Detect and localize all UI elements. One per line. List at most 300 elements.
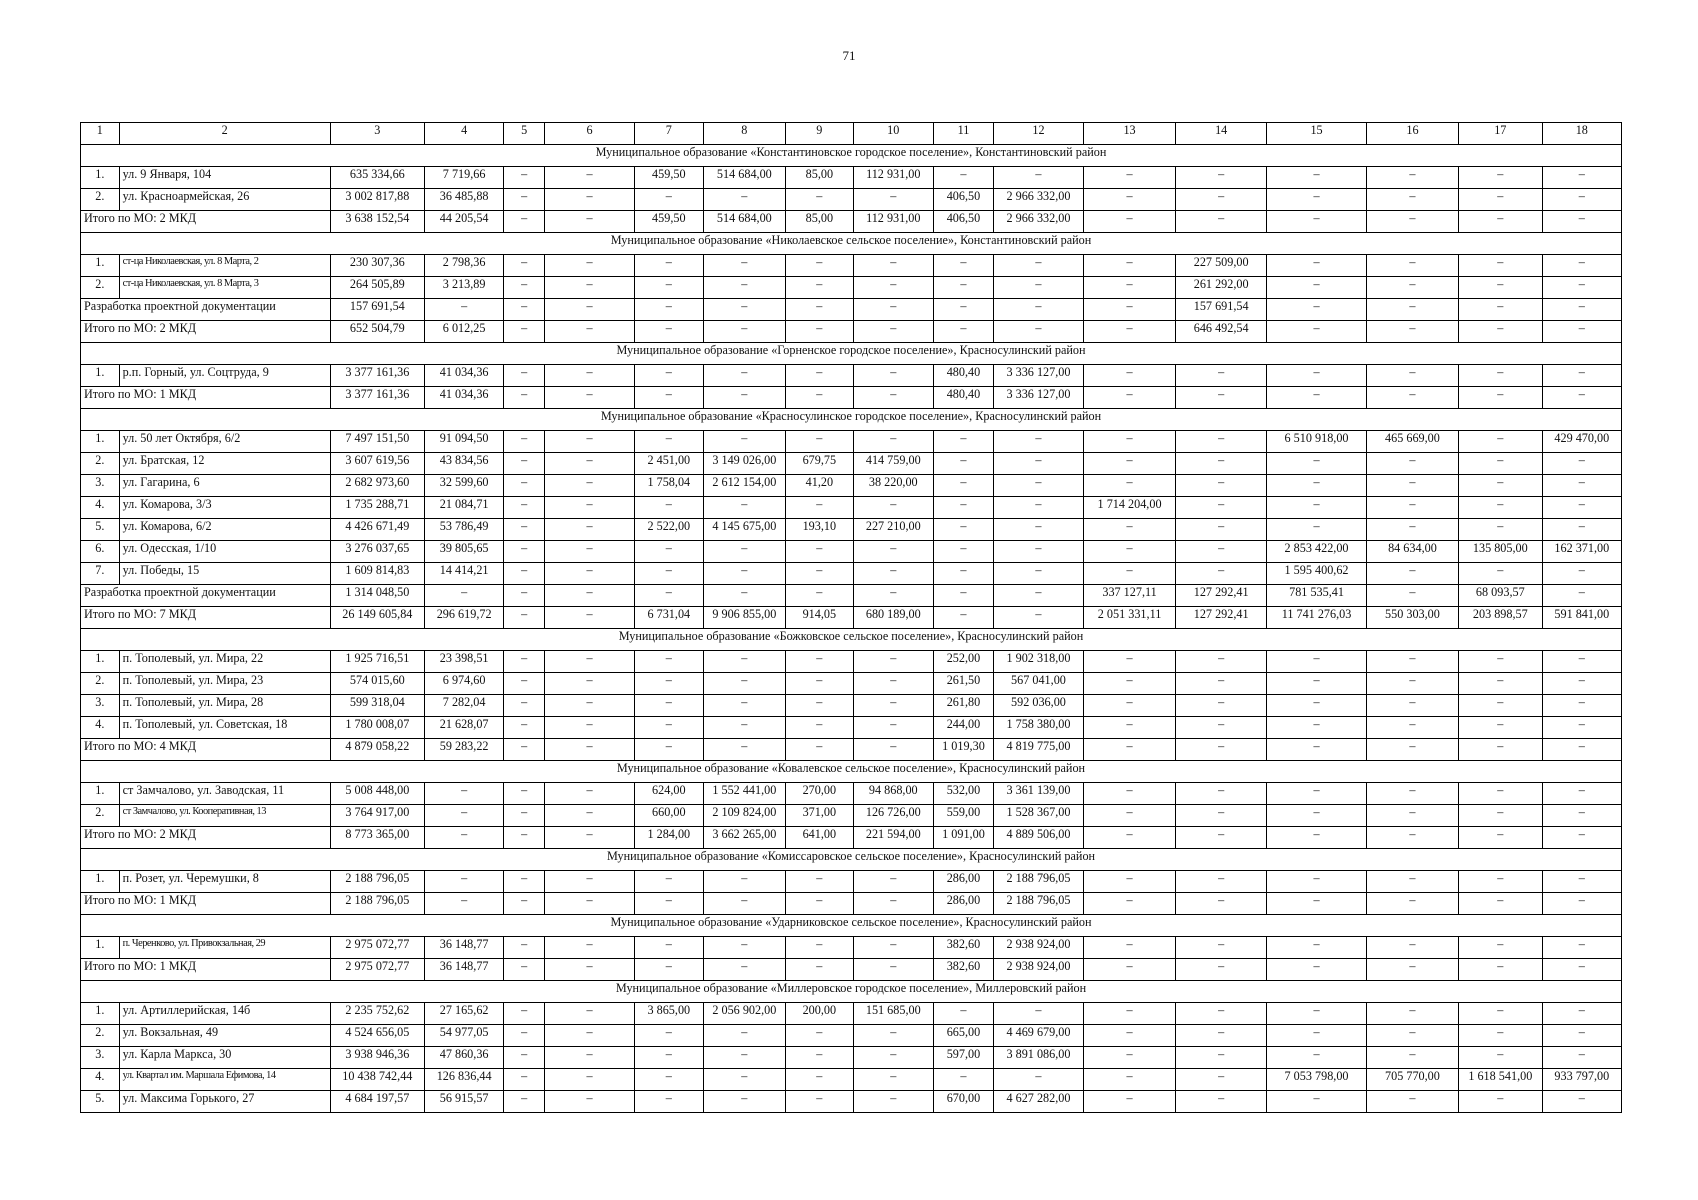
value-cell-col-15: –	[1267, 871, 1367, 893]
value-cell-col-7: –	[635, 651, 704, 673]
municipality-title: Муниципальное образование «Красносулинское городское поселение», Красносулинский район	[81, 409, 1622, 431]
value-cell-col-9: –	[786, 1025, 854, 1047]
value-cell-col-11: 252,00	[933, 651, 993, 673]
value-cell-col-12: –	[993, 475, 1083, 497]
value-cell-col-12: –	[993, 1069, 1083, 1091]
value-cell-col-18: –	[1542, 717, 1621, 739]
value-cell-col-9: –	[786, 1047, 854, 1069]
value-cell-col-12: 2 188 796,05	[993, 871, 1083, 893]
value-cell-col-3: 8 773 365,00	[330, 827, 424, 849]
value-cell-col-8: –	[703, 1025, 786, 1047]
value-cell-col-6: –	[545, 959, 635, 981]
row-index: 1.	[81, 1003, 120, 1025]
value-cell-col-12: –	[993, 607, 1083, 629]
value-cell-col-18: –	[1542, 321, 1621, 343]
value-cell-col-13: –	[1083, 541, 1175, 563]
value-cell-col-17: –	[1459, 717, 1543, 739]
value-cell-col-8: –	[703, 189, 786, 211]
value-cell-col-7: –	[635, 277, 704, 299]
value-cell-col-5: –	[504, 805, 545, 827]
value-cell-col-6: –	[545, 607, 635, 629]
value-cell-col-10: –	[853, 541, 933, 563]
value-cell-col-15: 11 741 276,03	[1267, 607, 1367, 629]
value-cell-col-18: –	[1542, 783, 1621, 805]
column-number-cell: 1	[81, 123, 120, 145]
value-cell-col-12: –	[993, 585, 1083, 607]
value-cell-col-4: –	[424, 893, 503, 915]
value-cell-col-3: 4 684 197,57	[330, 1091, 424, 1113]
value-cell-col-6: –	[545, 211, 635, 233]
value-cell-col-16: –	[1366, 695, 1458, 717]
address-cell: ул. Комарова, 6/2	[119, 519, 330, 541]
value-cell-col-16: –	[1366, 673, 1458, 695]
value-cell-col-10: –	[853, 937, 933, 959]
value-cell-col-7: –	[635, 497, 704, 519]
summary-row	[81, 211, 1622, 233]
value-cell-col-6: –	[545, 365, 635, 387]
value-cell-col-11: 1 091,00	[933, 827, 993, 849]
address-cell: ул. Артиллерийская, 14б	[119, 1003, 330, 1025]
value-cell-col-11: 1 019,30	[933, 739, 993, 761]
summary-label: Итого по МО: 1 МКД	[81, 387, 331, 409]
value-cell-col-17: –	[1459, 453, 1543, 475]
value-cell-col-12: –	[993, 431, 1083, 453]
value-cell-col-15: –	[1267, 255, 1367, 277]
value-cell-col-14: –	[1176, 475, 1267, 497]
value-cell-col-16: –	[1366, 937, 1458, 959]
value-cell-col-15: –	[1267, 453, 1367, 475]
value-cell-col-9: –	[786, 959, 854, 981]
value-cell-col-5: –	[504, 475, 545, 497]
value-cell-col-6: –	[545, 651, 635, 673]
value-cell-col-12: 2 188 796,05	[993, 893, 1083, 915]
value-cell-col-18: –	[1542, 937, 1621, 959]
value-cell-col-13: –	[1083, 871, 1175, 893]
value-cell-col-4: 23 398,51	[424, 651, 503, 673]
value-cell-col-13: –	[1083, 167, 1175, 189]
building-row	[81, 453, 1622, 475]
value-cell-col-13: –	[1083, 211, 1175, 233]
value-cell-col-14: –	[1176, 541, 1267, 563]
value-cell-col-17: –	[1459, 497, 1543, 519]
value-cell-col-11: 261,80	[933, 695, 993, 717]
value-cell-col-7: –	[635, 387, 704, 409]
value-cell-col-8: –	[703, 1091, 786, 1113]
value-cell-col-12: 4 469 679,00	[993, 1025, 1083, 1047]
value-cell-col-13: –	[1083, 255, 1175, 277]
value-cell-col-18: –	[1542, 453, 1621, 475]
value-cell-col-11: 382,60	[933, 959, 993, 981]
value-cell-col-16: –	[1366, 189, 1458, 211]
value-cell-col-15: –	[1267, 827, 1367, 849]
value-cell-col-6: –	[545, 1047, 635, 1069]
value-cell-col-17: –	[1459, 277, 1543, 299]
value-cell-col-13: –	[1083, 431, 1175, 453]
value-cell-col-6: –	[545, 541, 635, 563]
value-cell-col-10: –	[853, 1069, 933, 1091]
value-cell-col-17: –	[1459, 673, 1543, 695]
value-cell-col-7: 459,50	[635, 211, 704, 233]
value-cell-col-9: –	[786, 365, 854, 387]
value-cell-col-9: 85,00	[786, 167, 854, 189]
value-cell-col-7: –	[635, 299, 704, 321]
value-cell-col-9: –	[786, 563, 854, 585]
building-row	[81, 805, 1622, 827]
value-cell-col-15: –	[1267, 277, 1367, 299]
building-row	[81, 519, 1622, 541]
value-cell-col-3: 4 879 058,22	[330, 739, 424, 761]
value-cell-col-8: –	[703, 541, 786, 563]
value-cell-col-14: –	[1176, 563, 1267, 585]
municipality-title: Муниципальное образование «Ударниковское сельское поселение», Красносулинский район	[81, 915, 1622, 937]
row-index: 1.	[81, 431, 120, 453]
value-cell-col-9: –	[786, 739, 854, 761]
value-cell-col-4: 6 974,60	[424, 673, 503, 695]
value-cell-col-8: –	[703, 365, 786, 387]
value-cell-col-3: 157 691,54	[330, 299, 424, 321]
municipality-section-row	[81, 233, 1622, 255]
value-cell-col-3: 3 377 161,36	[330, 387, 424, 409]
value-cell-col-8: –	[703, 1047, 786, 1069]
value-cell-col-18: 429 470,00	[1542, 431, 1621, 453]
value-cell-col-13: 1 714 204,00	[1083, 497, 1175, 519]
row-index: 1.	[81, 937, 120, 959]
value-cell-col-5: –	[504, 541, 545, 563]
building-row	[81, 783, 1622, 805]
value-cell-col-10: –	[853, 1047, 933, 1069]
register-table	[80, 122, 1622, 1113]
value-cell-col-4: –	[424, 299, 503, 321]
address-cell: ул. 9 Января, 104	[119, 167, 330, 189]
value-cell-col-14: –	[1176, 739, 1267, 761]
value-cell-col-16: 465 669,00	[1366, 431, 1458, 453]
value-cell-col-9: –	[786, 871, 854, 893]
value-cell-col-13: –	[1083, 277, 1175, 299]
value-cell-col-17: –	[1459, 871, 1543, 893]
value-cell-col-8: –	[703, 673, 786, 695]
value-cell-col-11: –	[933, 453, 993, 475]
value-cell-col-15: –	[1267, 651, 1367, 673]
value-cell-col-13: 2 051 331,11	[1083, 607, 1175, 629]
value-cell-col-12: 567 041,00	[993, 673, 1083, 695]
value-cell-col-9: –	[786, 651, 854, 673]
value-cell-col-9: 193,10	[786, 519, 854, 541]
value-cell-col-18: –	[1542, 585, 1621, 607]
municipality-title: Муниципальное образование «Николаевское сельское поселение», Константиновский район	[81, 233, 1622, 255]
value-cell-col-4: 27 165,62	[424, 1003, 503, 1025]
value-cell-col-8: 2 056 902,00	[703, 1003, 786, 1025]
value-cell-col-5: –	[504, 189, 545, 211]
value-cell-col-15: 2 853 422,00	[1267, 541, 1367, 563]
value-cell-col-5: –	[504, 519, 545, 541]
address-cell: ул. Максима Горького, 27	[119, 1091, 330, 1113]
value-cell-col-7: –	[635, 431, 704, 453]
value-cell-col-14: –	[1176, 893, 1267, 915]
value-cell-col-17: –	[1459, 959, 1543, 981]
value-cell-col-5: –	[504, 673, 545, 695]
value-cell-col-4: 3 213,89	[424, 277, 503, 299]
value-cell-col-14: 227 509,00	[1176, 255, 1267, 277]
value-cell-col-10: 151 685,00	[853, 1003, 933, 1025]
value-cell-col-17: –	[1459, 695, 1543, 717]
value-cell-col-12: 1 902 318,00	[993, 651, 1083, 673]
value-cell-col-17: –	[1459, 189, 1543, 211]
value-cell-col-15: –	[1267, 959, 1367, 981]
value-cell-col-15: –	[1267, 893, 1367, 915]
value-cell-col-8: –	[703, 277, 786, 299]
value-cell-col-4: 59 283,22	[424, 739, 503, 761]
value-cell-col-16: –	[1366, 1047, 1458, 1069]
value-cell-col-6: –	[545, 783, 635, 805]
summary-row	[81, 585, 1622, 607]
value-cell-col-9: 641,00	[786, 827, 854, 849]
value-cell-col-10: –	[853, 299, 933, 321]
value-cell-col-17: –	[1459, 365, 1543, 387]
address-cell: ул. Карла Маркса, 30	[119, 1047, 330, 1069]
value-cell-col-11: 382,60	[933, 937, 993, 959]
value-cell-col-4: –	[424, 827, 503, 849]
value-cell-col-10: –	[853, 277, 933, 299]
value-cell-col-13: –	[1083, 563, 1175, 585]
address-cell: р.п. Горный, ул. Соцтруда, 9	[119, 365, 330, 387]
value-cell-col-5: –	[504, 783, 545, 805]
value-cell-col-8: –	[703, 299, 786, 321]
value-cell-col-17: –	[1459, 1003, 1543, 1025]
value-cell-col-11: –	[933, 563, 993, 585]
value-cell-col-3: 1 314 048,50	[330, 585, 424, 607]
value-cell-col-15: –	[1267, 783, 1367, 805]
value-cell-col-11: –	[933, 541, 993, 563]
value-cell-col-15: 6 510 918,00	[1267, 431, 1367, 453]
summary-row	[81, 387, 1622, 409]
column-number-cell: 2	[119, 123, 330, 145]
column-number-cell: 17	[1459, 123, 1543, 145]
value-cell-col-5: –	[504, 255, 545, 277]
value-cell-col-7: 459,50	[635, 167, 704, 189]
municipality-section-row	[81, 409, 1622, 431]
value-cell-col-13: –	[1083, 695, 1175, 717]
value-cell-col-14: –	[1176, 1069, 1267, 1091]
value-cell-col-8: –	[703, 585, 786, 607]
value-cell-col-5: –	[504, 651, 545, 673]
value-cell-col-14: –	[1176, 1047, 1267, 1069]
value-cell-col-9: –	[786, 321, 854, 343]
value-cell-col-9: 914,05	[786, 607, 854, 629]
value-cell-col-13: 337 127,11	[1083, 585, 1175, 607]
value-cell-col-14: –	[1176, 1003, 1267, 1025]
value-cell-col-9: –	[786, 189, 854, 211]
address-cell: ул. Братская, 12	[119, 453, 330, 475]
value-cell-col-14: –	[1176, 1025, 1267, 1047]
value-cell-col-18: –	[1542, 871, 1621, 893]
address-cell: ул. Победы, 15	[119, 563, 330, 585]
municipality-section-row	[81, 849, 1622, 871]
value-cell-col-11: 480,40	[933, 365, 993, 387]
value-cell-col-3: 230 307,36	[330, 255, 424, 277]
value-cell-col-4: 36 148,77	[424, 959, 503, 981]
row-index: 7.	[81, 563, 120, 585]
value-cell-col-16: –	[1366, 585, 1458, 607]
value-cell-col-18: –	[1542, 497, 1621, 519]
address-cell: п. Черенково, ул. Привокзальная, 29	[119, 937, 330, 959]
value-cell-col-12: –	[993, 1003, 1083, 1025]
value-cell-col-13: –	[1083, 937, 1175, 959]
value-cell-col-13: –	[1083, 189, 1175, 211]
value-cell-col-10: –	[853, 1025, 933, 1047]
value-cell-col-16: –	[1366, 563, 1458, 585]
value-cell-col-8: –	[703, 563, 786, 585]
value-cell-col-12: –	[993, 299, 1083, 321]
value-cell-col-7: –	[635, 585, 704, 607]
value-cell-col-14: –	[1176, 695, 1267, 717]
value-cell-col-8: –	[703, 871, 786, 893]
value-cell-col-17: –	[1459, 827, 1543, 849]
value-cell-col-11: 480,40	[933, 387, 993, 409]
value-cell-col-7: –	[635, 189, 704, 211]
value-cell-col-11: –	[933, 1003, 993, 1025]
value-cell-col-12: 2 938 924,00	[993, 959, 1083, 981]
row-index: 4.	[81, 717, 120, 739]
value-cell-col-10: –	[853, 673, 933, 695]
value-cell-col-18: –	[1542, 475, 1621, 497]
value-cell-col-13: –	[1083, 321, 1175, 343]
value-cell-col-9: –	[786, 541, 854, 563]
value-cell-col-7: –	[635, 365, 704, 387]
value-cell-col-12: –	[993, 167, 1083, 189]
row-index: 3.	[81, 475, 120, 497]
value-cell-col-16: –	[1366, 739, 1458, 761]
value-cell-col-6: –	[545, 321, 635, 343]
column-number-cell: 9	[786, 123, 854, 145]
value-cell-col-7: –	[635, 695, 704, 717]
value-cell-col-10: –	[853, 365, 933, 387]
value-cell-col-7: –	[635, 717, 704, 739]
summary-row	[81, 321, 1622, 343]
value-cell-col-13: –	[1083, 453, 1175, 475]
value-cell-col-14: –	[1176, 211, 1267, 233]
value-cell-col-17: –	[1459, 321, 1543, 343]
value-cell-col-14: –	[1176, 805, 1267, 827]
value-cell-col-8: 2 109 824,00	[703, 805, 786, 827]
value-cell-col-15: –	[1267, 475, 1367, 497]
value-cell-col-17: –	[1459, 739, 1543, 761]
value-cell-col-5: –	[504, 497, 545, 519]
value-cell-col-3: 574 015,60	[330, 673, 424, 695]
value-cell-col-12: 1 758 380,00	[993, 717, 1083, 739]
value-cell-col-14: 261 292,00	[1176, 277, 1267, 299]
value-cell-col-16: –	[1366, 827, 1458, 849]
value-cell-col-5: –	[504, 695, 545, 717]
address-cell: ул. Квартал им. Маршала Ефимова, 14	[119, 1069, 330, 1091]
value-cell-col-4: 56 915,57	[424, 1091, 503, 1113]
summary-label: Итого по МО: 1 МКД	[81, 893, 331, 915]
value-cell-col-7: 1 758,04	[635, 475, 704, 497]
value-cell-col-10: 126 726,00	[853, 805, 933, 827]
value-cell-col-4: 41 034,36	[424, 365, 503, 387]
value-cell-col-9: –	[786, 277, 854, 299]
value-cell-col-14: –	[1176, 497, 1267, 519]
value-cell-col-10: 38 220,00	[853, 475, 933, 497]
value-cell-col-16: –	[1366, 497, 1458, 519]
value-cell-col-17: –	[1459, 1025, 1543, 1047]
value-cell-col-10: –	[853, 739, 933, 761]
value-cell-col-6: –	[545, 255, 635, 277]
value-cell-col-13: –	[1083, 365, 1175, 387]
value-cell-col-12: –	[993, 321, 1083, 343]
value-cell-col-4: 39 805,65	[424, 541, 503, 563]
value-cell-col-5: –	[504, 563, 545, 585]
value-cell-col-6: –	[545, 497, 635, 519]
value-cell-col-18: –	[1542, 695, 1621, 717]
value-cell-col-3: 2 682 973,60	[330, 475, 424, 497]
value-cell-col-12: 3 361 139,00	[993, 783, 1083, 805]
value-cell-col-11: –	[933, 321, 993, 343]
value-cell-col-3: 3 377 161,36	[330, 365, 424, 387]
column-number-cell: 7	[635, 123, 704, 145]
value-cell-col-15: 7 053 798,00	[1267, 1069, 1367, 1091]
municipality-section-row	[81, 981, 1622, 1003]
value-cell-col-6: –	[545, 695, 635, 717]
column-number-cell: 12	[993, 123, 1083, 145]
value-cell-col-5: –	[504, 607, 545, 629]
building-row	[81, 1069, 1622, 1091]
value-cell-col-16: –	[1366, 299, 1458, 321]
value-cell-col-16: –	[1366, 519, 1458, 541]
value-cell-col-15: –	[1267, 321, 1367, 343]
address-cell: ул. Одесская, 1/10	[119, 541, 330, 563]
value-cell-col-5: –	[504, 365, 545, 387]
value-cell-col-9: –	[786, 1091, 854, 1113]
value-cell-col-7: –	[635, 255, 704, 277]
value-cell-col-5: –	[504, 739, 545, 761]
register-table-body	[81, 123, 1622, 1113]
value-cell-col-9: –	[786, 937, 854, 959]
value-cell-col-4: 7 282,04	[424, 695, 503, 717]
value-cell-col-8: –	[703, 497, 786, 519]
value-cell-col-16: –	[1366, 805, 1458, 827]
value-cell-col-13: –	[1083, 1069, 1175, 1091]
value-cell-col-12: 592 036,00	[993, 695, 1083, 717]
value-cell-col-14: –	[1176, 453, 1267, 475]
value-cell-col-5: –	[504, 585, 545, 607]
value-cell-col-7: –	[635, 673, 704, 695]
address-cell: ст-ца Николаевская, ул. 8 Марта, 3	[119, 277, 330, 299]
address-cell: п. Тополевый, ул. Мира, 28	[119, 695, 330, 717]
value-cell-col-7: 3 865,00	[635, 1003, 704, 1025]
value-cell-col-8: –	[703, 959, 786, 981]
value-cell-col-11: –	[933, 607, 993, 629]
value-cell-col-11: 261,50	[933, 673, 993, 695]
value-cell-col-6: –	[545, 475, 635, 497]
value-cell-col-8: 2 612 154,00	[703, 475, 786, 497]
value-cell-col-16: –	[1366, 651, 1458, 673]
value-cell-col-18: –	[1542, 189, 1621, 211]
value-cell-col-6: –	[545, 453, 635, 475]
value-cell-col-8: 4 145 675,00	[703, 519, 786, 541]
value-cell-col-15: 781 535,41	[1267, 585, 1367, 607]
value-cell-col-3: 1 925 716,51	[330, 651, 424, 673]
value-cell-col-17: –	[1459, 783, 1543, 805]
value-cell-col-17: –	[1459, 431, 1543, 453]
value-cell-col-4: –	[424, 871, 503, 893]
value-cell-col-15: –	[1267, 1003, 1367, 1025]
value-cell-col-18: –	[1542, 651, 1621, 673]
value-cell-col-11: –	[933, 277, 993, 299]
value-cell-col-12: 4 627 282,00	[993, 1091, 1083, 1113]
value-cell-col-12: 4 889 506,00	[993, 827, 1083, 849]
building-row	[81, 1047, 1622, 1069]
value-cell-col-13: –	[1083, 1047, 1175, 1069]
